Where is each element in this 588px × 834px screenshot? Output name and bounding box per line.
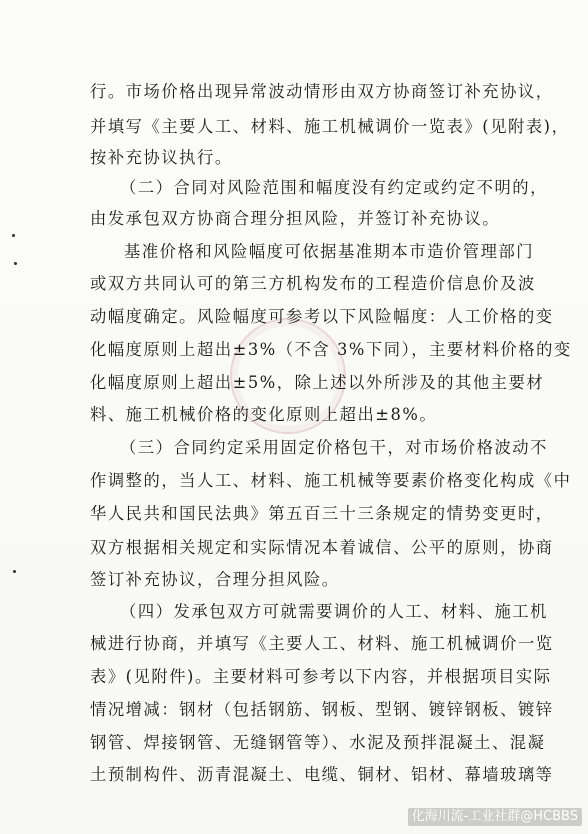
scan-speck	[14, 262, 17, 265]
text-line: （二）合同对风险范围和幅度没有约定或约定不明的，	[120, 178, 548, 197]
text-line: （三）合同约定采用固定价格包干，对市场价格波动不	[120, 438, 548, 457]
text-line: 料、施工机械价格的变化原则上超出±8%。	[90, 405, 438, 424]
text-line: 或双方共同认可的第三方机构发布的工程造价信息价及波	[90, 274, 536, 293]
text-line: 行。市场价格出现异常波动情形由双方协商签订补充协议，	[90, 82, 554, 101]
text-line: 华人民共和国民法典》第五百三十三条规定的情势变更时，	[90, 504, 554, 523]
text-line: 械进行协商，并填写《主要人工、材料、施工机械调价一览	[90, 634, 554, 653]
watermark: 化海川流-工业社群@HCBBS	[408, 808, 582, 826]
text-line: （四）发承包双方可就需要调价的人工、材料、施工机	[120, 602, 548, 621]
text-line: 化幅度原则上超出±3%（不含 3%下同），主要材料价格的变	[90, 340, 572, 359]
text-line: 按补充协议执行。	[90, 148, 233, 167]
text-line: 情况增减：钢材（包括钢筋、钢板、型钢、镀锌钢板、镀锌	[90, 700, 554, 719]
scan-speck	[12, 234, 15, 237]
scan-speck	[13, 570, 16, 573]
text-line: 化幅度原则上超出±5%，除上述以外所涉及的其他主要材	[90, 373, 545, 392]
text-line: 动幅度确定。风险幅度可参考以下风险幅度：人工价格的变	[90, 307, 554, 326]
text-line: 表》(见附件)。主要材料可参考以下内容，并根据项目实际	[90, 667, 552, 686]
text-line: 土预制构件、沥青混凝土、电缆、铜材、铝材、幕墙玻璃等	[90, 765, 554, 784]
text-line: 钢管、焊接钢管、无缝钢管等）、水泥及预拌混凝土、混凝	[90, 733, 546, 752]
text-line: 作调整的，当人工、材料、施工机械等要素价格变化构成《中	[90, 471, 572, 490]
text-line: 基准价格和风险幅度可依据基准期本市造价管理部门	[124, 242, 535, 261]
text-line: 并填写《主要人工、材料、施工机械调价一览表》(见附表)，	[90, 117, 570, 136]
text-line: 双方根据相关规定和实际情况本着诚信、公平的原则，协商	[90, 538, 554, 557]
text-line: 由发承包双方协商合理分担风险，并签订补充协议。	[90, 209, 501, 228]
text-line: 签订补充协议，合理分担风险。	[90, 570, 340, 589]
